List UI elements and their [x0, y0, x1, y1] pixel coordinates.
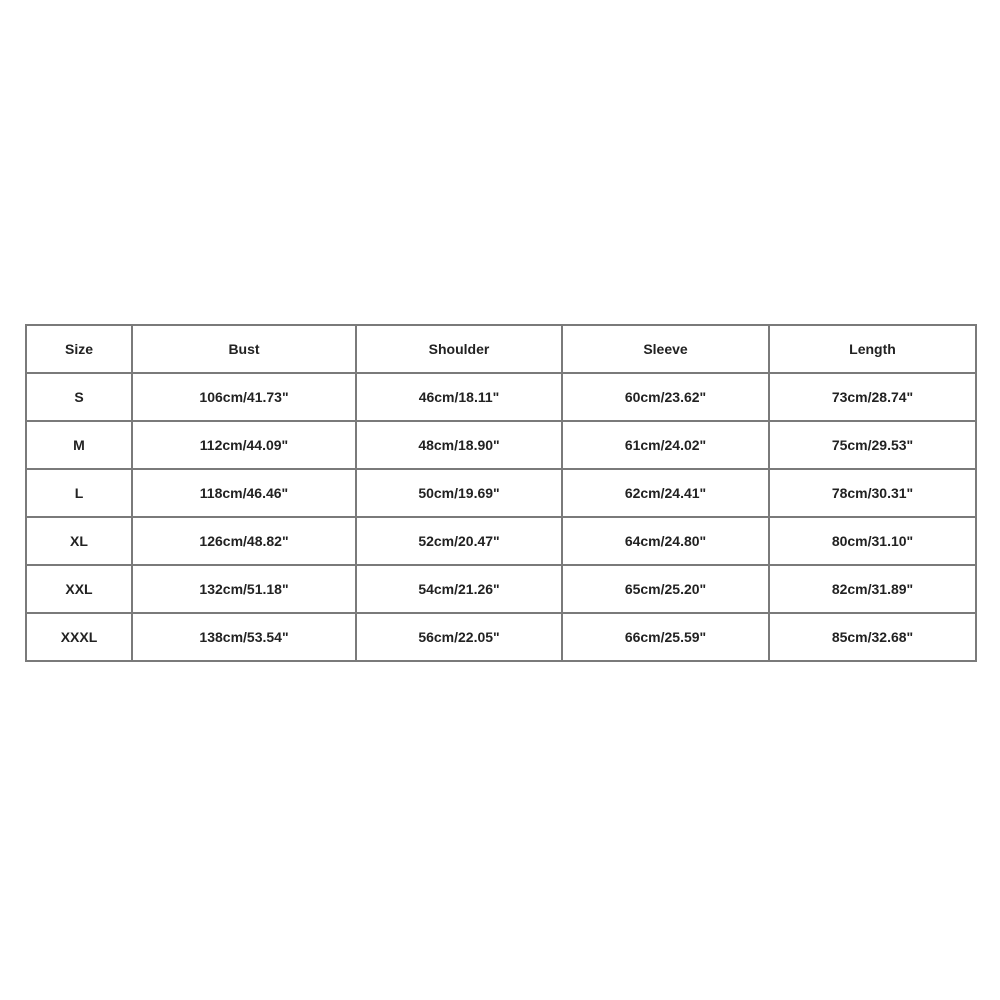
cell-length: 80cm/31.10": [769, 517, 976, 565]
table-row: [26, 565, 976, 613]
cell-size: M: [26, 421, 132, 469]
cell-size: XXL: [26, 565, 132, 613]
cell-sleeve: 66cm/25.59": [562, 613, 769, 661]
cell-bust: 112cm/44.09": [132, 421, 356, 469]
table-row: [26, 421, 976, 469]
cell-sleeve: 60cm/23.62": [562, 373, 769, 421]
header-bust: Bust: [132, 325, 356, 373]
table-row: [26, 613, 976, 661]
cell-shoulder: 46cm/18.11": [356, 373, 562, 421]
cell-bust: 132cm/51.18": [132, 565, 356, 613]
cell-size: L: [26, 469, 132, 517]
cell-shoulder: 56cm/22.05": [356, 613, 562, 661]
table-row: [26, 517, 976, 565]
cell-bust: 118cm/46.46": [132, 469, 356, 517]
cell-shoulder: 50cm/19.69": [356, 469, 562, 517]
cell-size: S: [26, 373, 132, 421]
cell-size: XL: [26, 517, 132, 565]
cell-length: 78cm/30.31": [769, 469, 976, 517]
cell-bust: 106cm/41.73": [132, 373, 356, 421]
table-row: [26, 469, 976, 517]
cell-length: 73cm/28.74": [769, 373, 976, 421]
cell-shoulder: 52cm/20.47": [356, 517, 562, 565]
header-length: Length: [769, 325, 976, 373]
header-shoulder: Shoulder: [356, 325, 562, 373]
cell-length: 85cm/32.68": [769, 613, 976, 661]
size-chart-table: [25, 324, 977, 662]
cell-bust: 138cm/53.54": [132, 613, 356, 661]
cell-shoulder: 54cm/21.26": [356, 565, 562, 613]
table-header-row: [26, 325, 976, 373]
cell-length: 75cm/29.53": [769, 421, 976, 469]
header-size: Size: [26, 325, 132, 373]
cell-bust: 126cm/48.82": [132, 517, 356, 565]
cell-sleeve: 64cm/24.80": [562, 517, 769, 565]
cell-length: 82cm/31.89": [769, 565, 976, 613]
cell-size: XXXL: [26, 613, 132, 661]
cell-sleeve: 65cm/25.20": [562, 565, 769, 613]
table-row: [26, 373, 976, 421]
cell-shoulder: 48cm/18.90": [356, 421, 562, 469]
cell-sleeve: 62cm/24.41": [562, 469, 769, 517]
cell-sleeve: 61cm/24.02": [562, 421, 769, 469]
header-sleeve: Sleeve: [562, 325, 769, 373]
